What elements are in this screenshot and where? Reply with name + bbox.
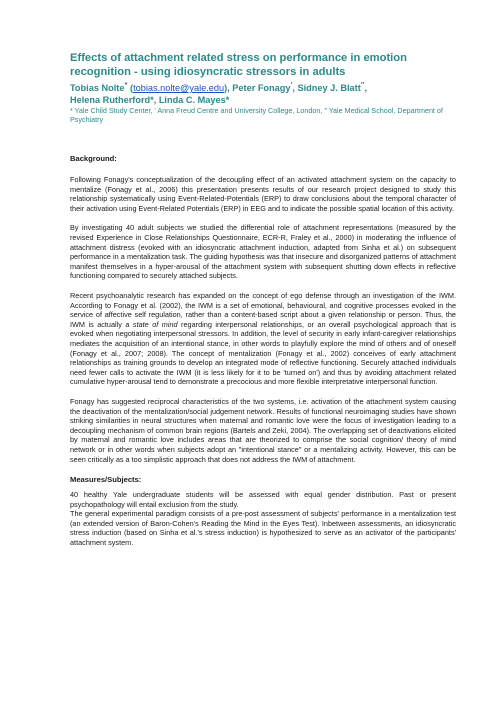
author-line-1 <box>70 79 456 95</box>
measures-paragraph-2: The general experimental paradigm consists of a pre-post assessment of subjects' performance in a mentalization test (an extended version of Baron-Cohen's Reading the Mind in the Eyes Test). Inbetween assessments, an idiosyncratic stress induction (based on Sinha et al.'s stress induction) is hypothesized to serve as an activator of the participants' attachment system. <box>70 509 456 548</box>
paper-title: Effects of attachment related stress on performance in emotion recognition - using idiosyncratic stressors in adults <box>70 52 407 78</box>
email-open-paren: ( <box>127 83 134 94</box>
background-paragraph-4: Fonagy has suggested reciprocal characteristics of the two systems, i.e. activation of the attachment system causing the deactivation of the mentalization/social judgement network. Results of functional neuroimaging studies have shown striking similarities in neural structures when maternal and romantic love were the focus of investigation leading to a decoupling mechanism of common brain regions (Bartels and Zeki, 2004). The overlapping set of deactivations elicited by maternal and romantic love includes areas that are theorized to comprise the social cognition/ theory of mind network or in other words when subjects adopt an "intentional stance" or a mentalizing activity. However, this can be seen critically as a too simplistic approach that does not address the IWM of attachment. <box>70 396 456 464</box>
paragraph-3-part-a: Recent psychoanalytic research has expanded on the concept of ego defense through an investigation of the IWM. According to Fonagy et al. (2002), the IWM is a set of emotional, behavioural, and cognitive processes evoked in the service of affective self regulation, rather than a content-based script about a given relationship or person. Thus, the IWM is actually a <box>70 291 456 329</box>
affiliation-mark-1: * <box>124 80 128 89</box>
affiliation-mark-3: ″ <box>360 80 365 89</box>
author-nolte: Tobias Nolte <box>70 83 125 94</box>
measures-heading: Measures/Subjects: <box>70 475 142 485</box>
background-paragraph-1: Following Fonagy's conceptualization of the decoupling effect of an activated attachment system on the capacity to mentalize (Fonagy et al., 2006) this presentation presents results of our research project designed to study this relationship systematically using Event-Related-Potentials (ERP) to draw conclusions about the temporal character of their activation using Event-Related Potentials (ERP) in EEG and to indicate the possible spatial location of this activity. <box>70 175 456 213</box>
author-line-2: Helena Rutherford*, Linda C. Mayes* <box>70 94 230 105</box>
author-fonagy: ), Peter Fonagy <box>224 83 291 94</box>
background-paragraph-2: By investigating 40 adult subjects we studied the differential role of attachment representations (measured by the revised Experience in Close Relationships Questionnaire, ECR-R, Fraley et al., 2000) in moderating the influence of attachment distress (evoked with an idiosyncratic attachment induction, adapted from Sinha et al.) on subsequent performance in a mentalization task. The guiding hypothesis was that insecure and disorganized patterns of attachment manifest themselves in a hyper-arousal of the attachment system with subsequent shutting down effects in reflective functioning compared to securely attached subjects. <box>70 223 456 281</box>
background-paragraph-3 <box>70 291 456 387</box>
affiliation-mark-2: ′ <box>290 80 293 89</box>
measures-paragraph-1: 40 healthy Yale undergraduate students will be assessed with equal gender distribution. Past or present psychopathology will entail exclusion from the study. <box>70 490 456 509</box>
affiliations: * Yale Child Study Center, ′ Anna Freud Centre and University College, London, ″ Yale Medical School, Department of Psychiatry <box>70 106 443 125</box>
emphasis-state-of-mind: state of mind <box>132 319 178 329</box>
author-blatt: , Sidney J. Blatt <box>292 83 361 94</box>
author-line-comma: , <box>364 83 367 94</box>
background-heading: Background: <box>70 154 117 164</box>
paragraph-3-part-b: regarding interpersonal relationships, or an overall psychological approach that is evoked when negotiating interpersonal stressors. In addition, the level of security in early infant-caregiver relationships mediates the acquisition of an intentional stance, in other words to playfully explore the mind of others and of oneself (Fonagy et al., 2007; 2008). The concept of mentalization (Fonagy et al., 2002) conceives of early attachment relationships as training grounds to develop an integrated mode of reflective functioning. Securely attached individuals need fewer calls to activate the IWM (it is less likely for it to be 'turned on') and thus by avoiding attachment related cumulative hyper-arousal tend to demonstrate a precocious and more flexible interpretative interpersonal function. <box>70 319 456 387</box>
author-email-link[interactable]: tobias.nolte@yale.edu <box>133 83 225 94</box>
